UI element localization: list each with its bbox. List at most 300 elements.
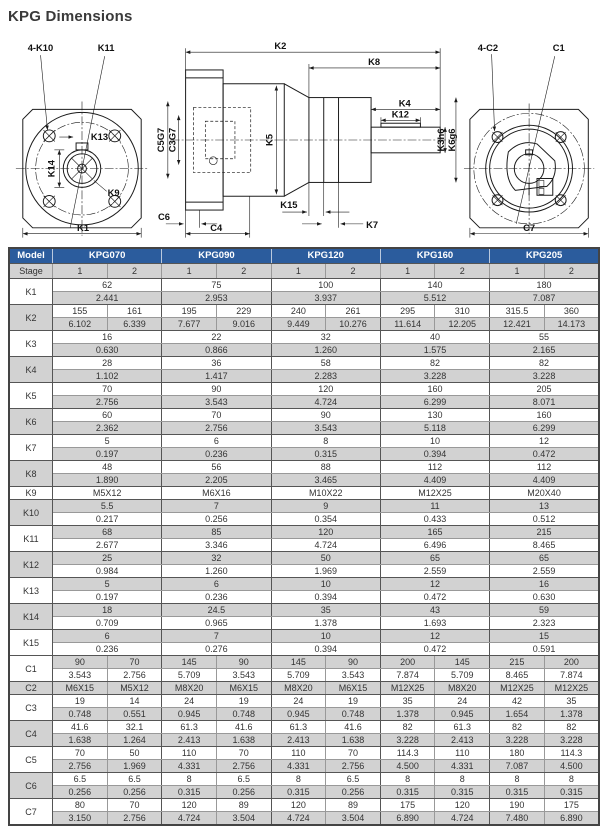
dim-value-cell: 90 [326, 656, 381, 669]
dim-value-cell: 6.299 [490, 422, 599, 435]
dim-value-cell: 85 [162, 526, 271, 539]
table-row [9, 396, 599, 409]
dim-value-cell: 0.748 [326, 708, 381, 721]
table-row [9, 591, 599, 604]
dim-value-cell: 0.512 [490, 513, 599, 526]
dim-label: K15 [9, 630, 53, 656]
dim-value-cell: 3.465 [271, 474, 380, 487]
dim-value-cell: 3.543 [53, 669, 108, 682]
dim-value-cell: 161 [107, 305, 162, 318]
dim-value-cell: 3.504 [216, 812, 271, 826]
table-row [9, 617, 599, 630]
stage-number: 1 [490, 264, 545, 279]
dim-label: K9 [9, 487, 53, 500]
front-label-K11: K11 [97, 43, 115, 54]
dim-value-cell: 0.315 [435, 786, 490, 799]
dim-value-cell: 0.256 [53, 786, 108, 799]
dim-value-cell: 56 [162, 461, 271, 474]
dim-value-cell: M20X40 [490, 487, 599, 500]
dim-value-cell: 50 [107, 747, 162, 760]
dim-value-cell: 0.945 [271, 708, 326, 721]
dim-value-cell: 2.323 [490, 617, 599, 630]
dim-value-cell: 1.378 [380, 708, 435, 721]
dim-value-cell: M8X20 [162, 682, 217, 695]
dim-value-cell: 0.748 [53, 708, 108, 721]
dim-value-cell: 32 [162, 552, 271, 565]
dim-value-cell: 3.543 [162, 396, 271, 409]
model-name: KPG205 [490, 248, 599, 264]
dim-value-cell: 89 [216, 799, 271, 812]
dim-value-cell: 0.256 [162, 513, 271, 526]
dim-value-cell: 4.500 [544, 760, 599, 773]
dim-value-cell: 0.236 [53, 643, 162, 656]
dim-value-cell: 100 [271, 279, 380, 292]
model-name: KPG120 [271, 248, 380, 264]
dim-value-cell: 0.256 [107, 786, 162, 799]
dim-value-cell: 6.102 [53, 318, 108, 331]
dim-value-cell: M5X12 [53, 487, 162, 500]
dim-value-cell: 60 [53, 409, 162, 422]
dim-value-cell: 7.480 [490, 812, 545, 826]
table-row [9, 305, 599, 318]
dim-value-cell: 1.890 [53, 474, 162, 487]
dim-value-cell: 0.433 [380, 513, 489, 526]
dim-value-cell: 1.969 [271, 565, 380, 578]
dim-value-cell: 41.6 [216, 721, 271, 734]
dim-value-cell: 80 [53, 799, 108, 812]
dim-value-cell: 0.315 [490, 786, 545, 799]
table-row [9, 513, 599, 526]
front-view-diagram [8, 39, 156, 241]
table-row [9, 344, 599, 357]
table-row [9, 552, 599, 565]
dim-value-cell: 82 [544, 721, 599, 734]
front-label-K13: K13 [90, 132, 109, 142]
stage-number: 1 [380, 264, 435, 279]
dim-value-cell: 36 [162, 357, 271, 370]
dim-value-cell: 0.472 [380, 591, 489, 604]
dim-value-cell: 89 [326, 799, 381, 812]
dim-value-cell: 0.591 [490, 643, 599, 656]
dim-value-cell: 7 [162, 630, 271, 643]
dim-value-cell: 0.315 [380, 786, 435, 799]
dim-value-cell: 0.256 [216, 786, 271, 799]
dim-value-cell: 0.354 [271, 513, 380, 526]
dim-value-cell: 200 [380, 656, 435, 669]
dim-value-cell: 10.276 [326, 318, 381, 331]
dim-label: K3 [9, 331, 53, 357]
dim-value-cell: 120 [435, 799, 490, 812]
dim-value-cell: 8 [435, 773, 490, 786]
dim-value-cell: 70 [53, 383, 162, 396]
dim-value-cell: 35 [380, 695, 435, 708]
dim-value-cell: 24.5 [162, 604, 271, 617]
dim-value-cell: 3.504 [326, 812, 381, 826]
dim-value-cell: 90 [53, 656, 108, 669]
dim-value-cell: 180 [490, 279, 599, 292]
dim-value-cell: 2.677 [53, 539, 162, 552]
dim-value-cell: 3.228 [380, 734, 435, 747]
dim-value-cell: 0.315 [162, 786, 217, 799]
dim-label: K13 [9, 578, 53, 604]
dim-value-cell: 0.197 [53, 591, 162, 604]
dim-value-cell: 6 [53, 630, 162, 643]
dim-value-cell: 90 [216, 656, 271, 669]
table-row [9, 565, 599, 578]
table-row [9, 643, 599, 656]
table-row [9, 799, 599, 812]
dim-value-cell: 75 [162, 279, 271, 292]
dim-value-cell: 130 [380, 409, 489, 422]
dim-value-cell: 16 [490, 578, 599, 591]
dim-value-cell: 0.472 [490, 448, 599, 461]
dim-value-cell: 8 [544, 773, 599, 786]
dim-value-cell: 61.3 [271, 721, 326, 734]
dim-value-cell: 7.874 [380, 669, 435, 682]
dim-value-cell: 1.260 [162, 565, 271, 578]
dim-value-cell: 0.315 [271, 448, 380, 461]
dim-value-cell: 175 [544, 799, 599, 812]
dim-value-cell: 2.205 [162, 474, 271, 487]
dim-value-cell: 0.217 [53, 513, 162, 526]
dim-value-cell: 4.724 [271, 812, 326, 826]
dim-value-cell: 0.394 [271, 643, 380, 656]
dim-value-cell: 24 [162, 695, 217, 708]
dim-value-cell: 0.256 [326, 786, 381, 799]
dim-value-cell: 2.756 [53, 396, 162, 409]
dim-label: C2 [9, 682, 53, 695]
side-label-C5G7: C5G7 [156, 127, 166, 153]
dim-label: C4 [9, 721, 53, 747]
dim-value-cell: 0.236 [162, 448, 271, 461]
rear-label-4-C2: 4-C2 [477, 43, 498, 54]
dim-value-cell: 7.874 [544, 669, 599, 682]
stage-number: 1 [162, 264, 217, 279]
dim-value-cell: 7.087 [490, 760, 545, 773]
dim-value-cell: 3.543 [271, 422, 380, 435]
dim-value-cell: 8 [162, 773, 217, 786]
dim-value-cell: 310 [435, 305, 490, 318]
table-row [9, 578, 599, 591]
dimension-drawings [8, 39, 600, 241]
dim-value-cell: 200 [544, 656, 599, 669]
dim-label: K4 [9, 357, 53, 383]
dim-value-cell: 4.409 [380, 474, 489, 487]
dim-value-cell: 2.756 [53, 760, 108, 773]
dim-value-cell: 1.378 [271, 617, 380, 630]
dim-label: C1 [9, 656, 53, 682]
dim-value-cell: 42 [490, 695, 545, 708]
dim-value-cell: 15 [490, 630, 599, 643]
dim-value-cell: 140 [380, 279, 489, 292]
dim-value-cell: 3.346 [162, 539, 271, 552]
dim-value-cell: M6X15 [216, 682, 271, 695]
dim-value-cell: 59 [490, 604, 599, 617]
side-label-K8: K8 [368, 57, 381, 68]
dim-value-cell: 3.228 [544, 734, 599, 747]
dim-value-cell: 120 [162, 799, 217, 812]
stage-number: 1 [53, 264, 108, 279]
dim-value-cell: 35 [544, 695, 599, 708]
dim-value-cell: 1.417 [162, 370, 271, 383]
dim-value-cell: 8.465 [490, 539, 599, 552]
dim-value-cell: 3.150 [53, 812, 108, 826]
dim-value-cell: 0.748 [216, 708, 271, 721]
dim-value-cell: 0.866 [162, 344, 271, 357]
dim-value-cell: M6X15 [53, 682, 108, 695]
table-row [9, 695, 599, 708]
dim-value-cell: 0.551 [107, 708, 162, 721]
table-row [9, 292, 599, 305]
page-title: KPG Dimensions [8, 8, 133, 25]
dim-value-cell: 4.331 [271, 760, 326, 773]
dim-value-cell: 0.630 [53, 344, 162, 357]
table-row [9, 448, 599, 461]
dim-value-cell: 2.165 [490, 344, 599, 357]
dim-value-cell: 120 [271, 799, 326, 812]
dim-value-cell: 1.638 [326, 734, 381, 747]
dim-value-cell: 70 [53, 747, 108, 760]
dim-label: K12 [9, 552, 53, 578]
side-label-K15: K15 [280, 200, 298, 211]
dim-value-cell: 12 [380, 630, 489, 643]
dim-value-cell: 4.500 [380, 760, 435, 773]
dim-value-cell: 4.724 [271, 396, 380, 409]
dim-value-cell: 3.228 [490, 734, 545, 747]
dim-value-cell: 190 [490, 799, 545, 812]
dim-label: C7 [9, 799, 53, 826]
dim-value-cell: 315.5 [490, 305, 545, 318]
side-label-C6: C6 [157, 211, 170, 222]
side-view-body [171, 70, 457, 210]
table-row [9, 318, 599, 331]
stage-number: 2 [216, 264, 271, 279]
dim-value-cell: 24 [271, 695, 326, 708]
dim-value-cell: 18 [53, 604, 162, 617]
model-name: KPG160 [380, 248, 489, 264]
stage-header-row [9, 264, 599, 279]
dim-value-cell: 6.890 [380, 812, 435, 826]
dim-value-cell: 90 [271, 409, 380, 422]
dim-value-cell: 5 [53, 435, 162, 448]
side-label-K3h6: K3h6 [436, 128, 447, 152]
dim-value-cell: 82 [380, 357, 489, 370]
dim-value-cell: 2.413 [435, 734, 490, 747]
table-row [9, 630, 599, 643]
dim-value-cell: 28 [53, 357, 162, 370]
dim-value-cell: 0.394 [380, 448, 489, 461]
dim-value-cell: 360 [544, 305, 599, 318]
front-label-K14: K14 [46, 160, 57, 178]
dim-value-cell: 4.331 [162, 760, 217, 773]
dim-value-cell: 2.953 [162, 292, 271, 305]
dim-value-cell: 3.228 [380, 370, 489, 383]
table-row [9, 773, 599, 786]
dim-value-cell: 5 [53, 578, 162, 591]
dim-value-cell: 6.496 [380, 539, 489, 552]
dim-value-cell: 0.276 [162, 643, 271, 656]
dim-value-cell: 0.197 [53, 448, 162, 461]
dim-value-cell: M12X25 [490, 682, 545, 695]
table-row [9, 474, 599, 487]
table-row [9, 357, 599, 370]
dim-value-cell: M6X16 [162, 487, 271, 500]
dim-value-cell: 8 [271, 435, 380, 448]
dim-value-cell: 5.709 [271, 669, 326, 682]
dim-value-cell: 0.945 [435, 708, 490, 721]
dim-value-cell: 2.283 [271, 370, 380, 383]
dim-value-cell: 4.724 [435, 812, 490, 826]
table-row [9, 682, 599, 695]
side-label-K5: K5 [264, 134, 275, 146]
dim-value-cell: 180 [490, 747, 545, 760]
dim-value-cell: 261 [326, 305, 381, 318]
dim-value-cell: 12 [490, 435, 599, 448]
dim-label: C3 [9, 695, 53, 721]
stage-number: 2 [326, 264, 381, 279]
dim-value-cell: 19 [216, 695, 271, 708]
table-row [9, 734, 599, 747]
dim-value-cell: 68 [53, 526, 162, 539]
dim-label: K6 [9, 409, 53, 435]
dim-value-cell: 120 [271, 383, 380, 396]
dim-value-cell: 2.413 [162, 734, 217, 747]
dim-value-cell: 16 [53, 331, 162, 344]
dim-value-cell: 10 [380, 435, 489, 448]
dim-value-cell: 0.709 [53, 617, 162, 630]
dim-label: K8 [9, 461, 53, 487]
dim-value-cell: 6.5 [53, 773, 108, 786]
dim-value-cell: 0.315 [271, 786, 326, 799]
dim-value-cell: 160 [490, 409, 599, 422]
dim-value-cell: 58 [271, 357, 380, 370]
side-view-dimensions [166, 48, 456, 237]
dim-value-cell: 3.937 [271, 292, 380, 305]
dim-value-cell: 110 [162, 747, 217, 760]
dim-value-cell: 114.3 [380, 747, 435, 760]
rear-label-C1: C1 [552, 43, 565, 54]
dim-value-cell: 82 [490, 357, 599, 370]
table-row [9, 539, 599, 552]
table-row [9, 656, 599, 669]
table-row [9, 747, 599, 760]
dim-value-cell: 2.559 [490, 565, 599, 578]
table-row [9, 409, 599, 422]
table-row [9, 526, 599, 539]
dim-value-cell: 40 [380, 331, 489, 344]
dim-value-cell: 65 [380, 552, 489, 565]
dim-value-cell: 4.724 [162, 812, 217, 826]
dim-value-cell: 70 [107, 799, 162, 812]
dim-value-cell: 41.6 [326, 721, 381, 734]
dim-value-cell: 240 [271, 305, 326, 318]
dim-value-cell: 3.543 [326, 669, 381, 682]
dim-value-cell: 1.260 [271, 344, 380, 357]
dimensions-table [8, 247, 600, 826]
dim-value-cell: 6 [162, 578, 271, 591]
dim-value-cell: 0.984 [53, 565, 162, 578]
dim-value-cell: 50 [271, 552, 380, 565]
dim-label: C6 [9, 773, 53, 799]
dim-value-cell: 8 [380, 773, 435, 786]
dim-label: K2 [9, 305, 53, 331]
dim-value-cell: 2.559 [380, 565, 489, 578]
dim-value-cell: 9 [271, 500, 380, 513]
dim-value-cell: 2.756 [326, 760, 381, 773]
dim-value-cell: 0.394 [271, 591, 380, 604]
dim-value-cell: 22 [162, 331, 271, 344]
table-row [9, 487, 599, 500]
dim-value-cell: 1.969 [107, 760, 162, 773]
dim-value-cell: 7 [162, 500, 271, 513]
dim-value-cell: 5.5 [53, 500, 162, 513]
stage-number: 2 [107, 264, 162, 279]
stage-header-cell: Stage [9, 264, 53, 279]
dim-value-cell: 1.264 [107, 734, 162, 747]
dim-label: K14 [9, 604, 53, 630]
table-row [9, 461, 599, 474]
dim-value-cell: 5.512 [380, 292, 489, 305]
dim-value-cell: 3.543 [216, 669, 271, 682]
dim-value-cell: 61.3 [162, 721, 217, 734]
dim-value-cell: 6 [162, 435, 271, 448]
dim-value-cell: M12X25 [380, 487, 489, 500]
dim-value-cell: M12X25 [544, 682, 599, 695]
dim-value-cell: 145 [162, 656, 217, 669]
dim-value-cell: 9.016 [216, 318, 271, 331]
table-row [9, 500, 599, 513]
dim-value-cell: 1.102 [53, 370, 162, 383]
dim-value-cell: 215 [490, 526, 599, 539]
table-row [9, 812, 599, 826]
dim-value-cell: 62 [53, 279, 162, 292]
side-label-K4: K4 [398, 98, 411, 109]
dim-value-cell: M8X20 [271, 682, 326, 695]
dim-value-cell: 195 [162, 305, 217, 318]
dim-value-cell: 0.236 [162, 591, 271, 604]
dim-value-cell: 145 [435, 656, 490, 669]
dim-value-cell: 70 [107, 656, 162, 669]
dim-value-cell: 35 [271, 604, 380, 617]
table-row [9, 383, 599, 396]
dim-value-cell: 32.1 [107, 721, 162, 734]
model-name: KPG070 [53, 248, 162, 264]
dim-value-cell: 14 [107, 695, 162, 708]
dim-value-cell: 12 [380, 578, 489, 591]
table-row [9, 721, 599, 734]
dim-value-cell: M10X22 [271, 487, 380, 500]
dim-value-cell: 4.331 [435, 760, 490, 773]
side-label-K12: K12 [391, 109, 409, 120]
dim-value-cell: 11.614 [380, 318, 435, 331]
dim-value-cell: 19 [53, 695, 108, 708]
dim-value-cell: 0.472 [380, 643, 489, 656]
dim-value-cell: 6.5 [326, 773, 381, 786]
dim-value-cell: 165 [380, 526, 489, 539]
dim-value-cell: 4.724 [271, 539, 380, 552]
dim-value-cell: 110 [271, 747, 326, 760]
dim-value-cell: M6X15 [326, 682, 381, 695]
dim-value-cell: 6.299 [380, 396, 489, 409]
rear-label-C7: C7 [523, 222, 536, 233]
front-label-4-K10: 4-K10 [27, 43, 54, 54]
dim-label: K5 [9, 383, 53, 409]
dim-value-cell: 11 [380, 500, 489, 513]
table-row [9, 370, 599, 383]
table-row [9, 422, 599, 435]
dim-value-cell: 205 [490, 383, 599, 396]
dim-value-cell: 2.756 [107, 669, 162, 682]
